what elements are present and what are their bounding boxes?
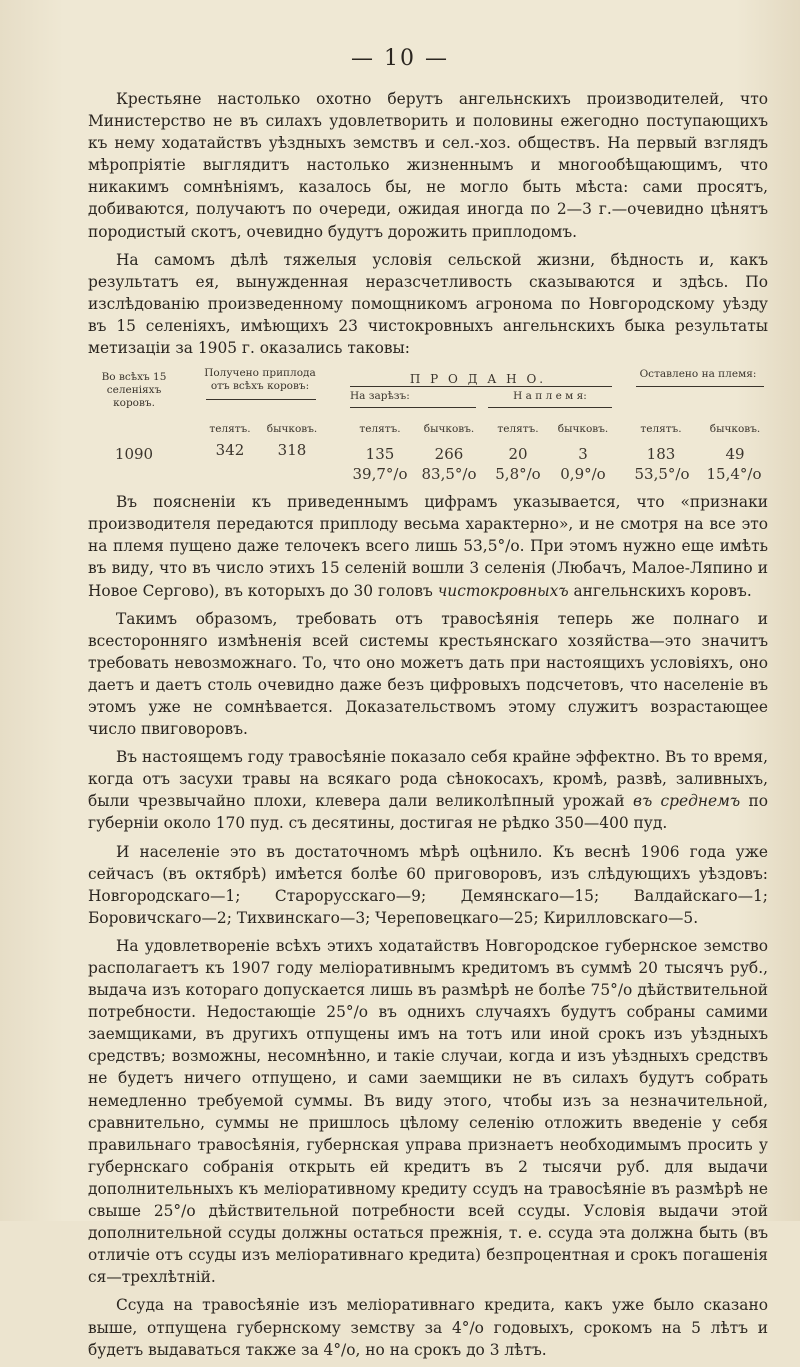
value-breed-calves: 20 [508,445,528,464]
value-slaughter-calves: 135 [365,445,395,464]
header-left: Оставлено на племя: [639,368,757,381]
paragraph-3-end: ангельнскихъ коровъ. [573,581,752,600]
paragraph-1: Крестьяне настолько охотно берутъ ангельнскихъ производителей, что Министерство не въ силахъ удовлетворить и половины ежегодно поступающихъ къ нему ходатайствъ уѣздныхъ земствъ и сел.-хоз. обществъ. На первый взглядъ мѣропріятіе выглядитъ настолько жизненнымъ и многообѣщающимъ, что никакимъ сомнѣніямъ, казалось бы, не могло быть мѣста: сами просятъ, добиваются, получаютъ по очереди, ожидая иногда по 2—3 г.—очевидно цѣнятъ породистый скотъ, очевидно будутъ дорожить приплодомъ. [88,90,768,241]
sub-calves-1: телятъ. [209,423,251,436]
paragraph-4: Такимъ образомъ, требовать отъ травосѣянія теперь же полнаго и всесторонняго измѣненія всей системы крестьянскаго хозяйства—это значитъ требовать невозможнаго. То, что оно можетъ дать при настоящихъ условіяхъ, оно даетъ и даетъ столь очевидно даже безъ цифровыхъ подсчетовъ, что населеніе въ этомъ уже не сомнѣвается. Доказательствомъ этому служитъ возрастающее число пвиговоровъ. [88,609,768,739]
pct-slaughter-calves: 39,7°/о [352,465,408,484]
value-left-calves: 183 [646,445,676,464]
value-cows: 1090 [114,445,154,464]
rule-breed [488,407,612,408]
sub-bulls-2: бычковъ. [423,423,475,436]
value-breed-bulls: 3 [578,445,588,464]
paragraph-3-emphasis: чистокровныхъ [437,581,569,600]
pct-breed-bulls: 0,9°/о [560,465,606,484]
document-body [88,88,768,1367]
pct-breed-calves: 5,8°/о [495,465,541,484]
rule-sold [350,386,612,387]
header-breed: Н а п л е м я: [513,390,587,403]
value-recv-bulls: 318 [277,441,307,460]
value-recv-calves: 342 [215,441,245,460]
header-cows: Во всѣхъ 15 селеніяхъ коровъ. [101,371,167,410]
sub-calves-3: телятъ. [497,423,539,436]
metization-table [88,365,768,483]
pct-slaughter-bulls: 83,5°/о [421,465,477,484]
rule-slaughter [350,407,476,408]
paragraph-5-end: по губерніи около 170 пуд. съ десятины, достигая не рѣдко 350—400 пуд. [88,792,768,833]
value-slaughter-bulls: 266 [434,445,464,464]
header-sold: П Р О Д А Н О. [409,372,547,387]
paragraph-5 [88,746,768,834]
sub-calves-4: телятъ. [640,423,682,436]
sub-bulls-4: бычковъ. [709,423,761,436]
paragraph-3 [88,491,768,601]
paragraph-2: На самомъ дѣлѣ тяжелыя условія сельской жизни, бѣдность и, какъ результатъ ея, вынужденная неразсчетливость сказываются и здѣсь. По изслѣдованію произведенному помощникомъ агронома по Новгородскому уѣзду въ 15 селеніяхъ, имѣющихъ 23 чистокровныхъ ангельнскихъ быка результаты метизаціи за 1905 г. оказались таковы: [88,250,768,358]
rule-left [636,386,764,387]
sub-bulls-1: бычковъ. [266,423,318,436]
sub-calves-2: телятъ. [359,423,401,436]
value-left-bulls: 49 [725,445,745,464]
sub-bulls-3: бычковъ. [557,423,609,436]
paragraph-7: На удовлетвореніе всѣхъ этихъ ходатайствъ Новгородское губернское земство располагаетъ къ 1907 году меліоративнымъ кредитомъ въ суммѣ 20 тысячъ руб., выдача изъ котораго допускается лишь въ размѣрѣ не болѣе 75°/о дѣйствительной потребности. Недостающіе 25°/о въ однихъ случаяхъ будутъ собраны самими заемщиками, въ другихъ отпущены имъ на тотъ или иной срокъ изъ уѣздныхъ средствъ; возможны, несомнѣнно, и такіе случаи, когда и изъ уѣздныхъ средствъ не будетъ ничего отпущено, и сами заемщики не въ силахъ будутъ собрать немедленно требуемой суммы. Въ виду этого, чтобы изъ за незначительной, сравнительно, суммы не пришлось цѣлому селенію отложить введеніе у себя правильнаго травосѣянія, губернская управа признаетъ необходимымъ просить у губернскаго собранія открыть ей кредитъ въ 2 тысячи руб. для выдачи дополнительныхъ къ меліоративному кредиту ссудъ на травосѣяніе въ размѣрѣ не свыше 25°/о дѣйствительной потребности всей ссуды. Условія выдачи этой дополнительной ссуды должны остаться прежнія, т. е. ссуда эта должна быть (въ отличіе отъ ссуды изъ меліоративнаго кредита) безпроцентная и срокъ погашенія ся—трехлѣтній. [88,936,768,1287]
pct-left-calves: 53,5°/о [634,465,690,484]
paragraph-6: И населеніе это въ достаточномъ мѣрѣ оцѣнило. Къ веснѣ 1906 года уже сейчасъ (въ октябрѣ) имѣется болѣе 60 приговоровъ, изъ слѣдующихъ уѣздовъ: Новгородскаго—1; Старорусскаго—9; Демянскаго—15; Валдайскаго—1; Боровичскаго—2; Тихвинскаго—3; Череповецкаго—25; Кирилловскаго—5. [88,842,768,927]
pct-left-bulls: 15,4°/о [706,465,762,484]
header-received: Получено приплода отъ всѣхъ коровъ: [204,367,316,393]
paragraph-3-text: Въ поясненіи къ приведеннымъ цифрамъ указывается, что «признаки производителя передаются приплоду весьма характерно», и не смотря на все это на племя пущено даже телочекъ всего лишь 53,5°/о. При этомъ нужно еще имѣть въ виду, что въ число этихъ 15 селеній вошли 3 селенія (Любачъ, Малое-Ляпино и Новое Сергово), въ которыхъ до 30 головъ [88,493,768,600]
page-number: — 10 — [351,46,449,71]
paragraph-8: Ссуда на травосѣяніе изъ меліоративнаго кредита, какъ уже было сказано выше, отпущена губернскому земству за 4°/о годовыхъ, срокомъ на 5 лѣтъ и будетъ выдаваться также за 4°/о, но на срокъ до 3 лѣтъ. [88,1296,768,1359]
rule-received [206,399,316,400]
paragraph-5-emphasis: въ среднемъ [632,792,741,811]
header-slaughter: На зарѣзъ: [350,390,410,403]
paragraph-5-text: Въ настоящемъ году травосѣяніе показало себя крайне эффектно. Въ то время, когда отъ засухи травы на всякаго рода сѣнокосахъ, кромѣ, развѣ, заливныхъ, были чрезвычайно плохи, клевера дали великолѣпный урожай [88,748,768,811]
